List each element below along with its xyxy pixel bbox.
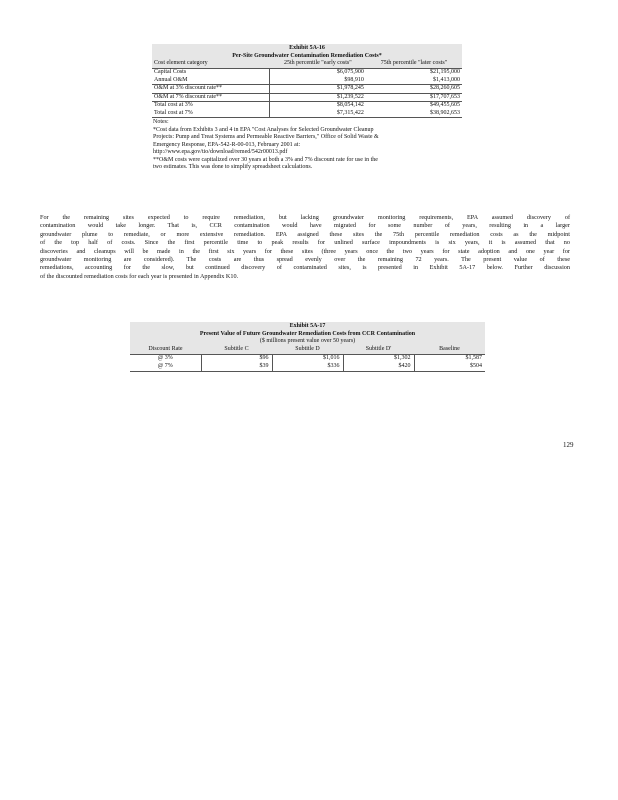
row-label: O&M at 7% discount rate** <box>152 93 270 102</box>
exhibit-5a-17 <box>130 322 485 372</box>
subtitle-d-prime-value: $420 <box>343 363 414 372</box>
paragraph-line: groundwater plume to remediate, or more extensive remediation. EPA assigned these sites the 75th percentile remediation costs as the midpoint <box>40 230 570 238</box>
note-line: Emergency Response, EPA-542-R-00-013, February 2001 at: <box>153 141 301 148</box>
paragraph-line: For the remaining sites expected to require remediation, but lacking groundwater monitoring requirements, EPA assumed discovery of <box>40 214 570 221</box>
paragraph-line: groundwater monitoring are considered). The costs are thus spread evenly over the remaining 72 years. The present value of these <box>40 255 570 263</box>
row-label: Capital Costs <box>152 69 270 77</box>
column-header: Baseline <box>414 346 485 355</box>
early-cost: $98,910 <box>344 76 364 83</box>
table-row <box>152 85 462 94</box>
early-cost: $6,075,900 <box>336 69 364 75</box>
paragraph-line: discoveries and cleanups will be made in the first six years for these sites (three years once the two years for state adoption and one year for <box>40 247 570 255</box>
paragraph-line: remediations, accounting for the slow, but continued discovery of contaminated sites, is presented in Exhibit 5A-17 below. Further discussion <box>40 264 570 272</box>
table-row <box>152 77 462 85</box>
discount-rate: @ 3% <box>157 354 173 361</box>
note-line: *Cost data from Exhibits 3 and 4 in EPA "Cost Analyses for Selected Groundwater Cleanup <box>153 126 374 133</box>
exhibit-5a-16 <box>152 44 462 173</box>
table-row <box>152 93 462 102</box>
exhibit-5a-17-title <box>130 322 485 346</box>
row-label: O&M at 3% discount rate** <box>152 85 270 94</box>
early-cost: $1,978,245 <box>270 85 366 94</box>
column-header: 25th percentile "early costs" <box>270 60 366 69</box>
column-header: 75th percentile "later costs" <box>366 60 462 69</box>
paragraph-line: contamination would take longer. That is, CCR contamination would have migrated for some number of years, resulting in a larger <box>40 222 570 230</box>
exhibit-5a-16-table <box>152 60 462 117</box>
exhibit-5a-17-title-line3: ($ millions present value over 50 years) <box>259 338 356 344</box>
early-cost: $8,054,142 <box>270 102 366 110</box>
page-number: 129 <box>563 441 574 449</box>
later-cost: $1,413,000 <box>433 76 460 83</box>
discount-rate: @ 7% <box>157 362 173 369</box>
later-cost: $38,902,653 <box>430 109 460 116</box>
baseline-value: $1,587 <box>414 354 485 363</box>
baseline-value: $504 <box>414 363 485 372</box>
column-header: Subtitle C <box>201 346 272 355</box>
later-cost: $28,260,605 <box>366 85 462 94</box>
table-row <box>152 102 462 110</box>
subtitle-c-value: $39 <box>201 363 272 372</box>
table-row <box>152 110 462 118</box>
note-line: **O&M costs were capitalized over 30 years at both a 3% and 7% discount rate for use in the <box>153 156 378 163</box>
column-header: Discount Rate <box>130 346 201 355</box>
early-cost: $7,315,422 <box>336 109 364 116</box>
row-label: Annual O&M <box>152 77 270 85</box>
row-label: Total cost at 7% <box>152 110 270 118</box>
exhibit-5a-17-title-line2: Present Value of Future Groundwater Remediation Costs from CCR Contamination <box>199 330 416 337</box>
subtitle-d-value: $336 <box>272 363 343 372</box>
later-cost: $17,707,653 <box>366 93 462 102</box>
note-line: two estimates. This was done to simplify spreadsheet calculations. <box>153 164 313 170</box>
exhibit-5a-17-table <box>130 346 485 372</box>
exhibit-5a-16-title-line2: Per-Site Groundwater Contamination Remediation Costs* <box>232 52 382 59</box>
exhibit-5a-16-notes <box>152 117 462 173</box>
note-line: Projects: Pump and Treat Systems and Permeable Reactive Barriers," Office of Solid Waste & <box>153 134 379 140</box>
later-cost: $21,195,000 <box>430 69 460 75</box>
exhibit-5a-16-title <box>152 44 462 60</box>
table-row <box>152 69 462 77</box>
subtitle-c-value: $96 <box>201 354 272 363</box>
table-row <box>130 354 485 363</box>
column-header: Subtitle D <box>272 346 343 355</box>
note-line: Notes: <box>153 119 169 125</box>
column-header: Cost element category <box>152 60 270 69</box>
early-cost: $1,239,522 <box>270 93 366 102</box>
paragraph-line: of the top half of costs. Since the first percentile time to peak results for unlined surface impoundments is six years, it is assumed that no <box>40 239 570 247</box>
exhibit-5a-17-title-line1: Exhibit 5A-17 <box>289 323 326 329</box>
note-link[interactable]: http://www.epa.gov/tio/download/remed/542r00013.pdf <box>153 149 288 155</box>
column-header: Subtitle D' <box>343 346 414 355</box>
subtitle-d-prime-value: $1,302 <box>343 354 414 363</box>
exhibit-5a-16-title-line1: Exhibit 5A-16 <box>289 45 325 51</box>
subtitle-d-value: $1,016 <box>272 354 343 363</box>
table-row <box>130 363 485 372</box>
body-paragraph <box>40 214 570 281</box>
row-label: Total cost at 3% <box>152 102 270 110</box>
paragraph-line: of the discounted remediation costs for each year is presented in Appendix K10. <box>40 272 239 280</box>
later-cost: $49,455,605 <box>366 102 462 110</box>
